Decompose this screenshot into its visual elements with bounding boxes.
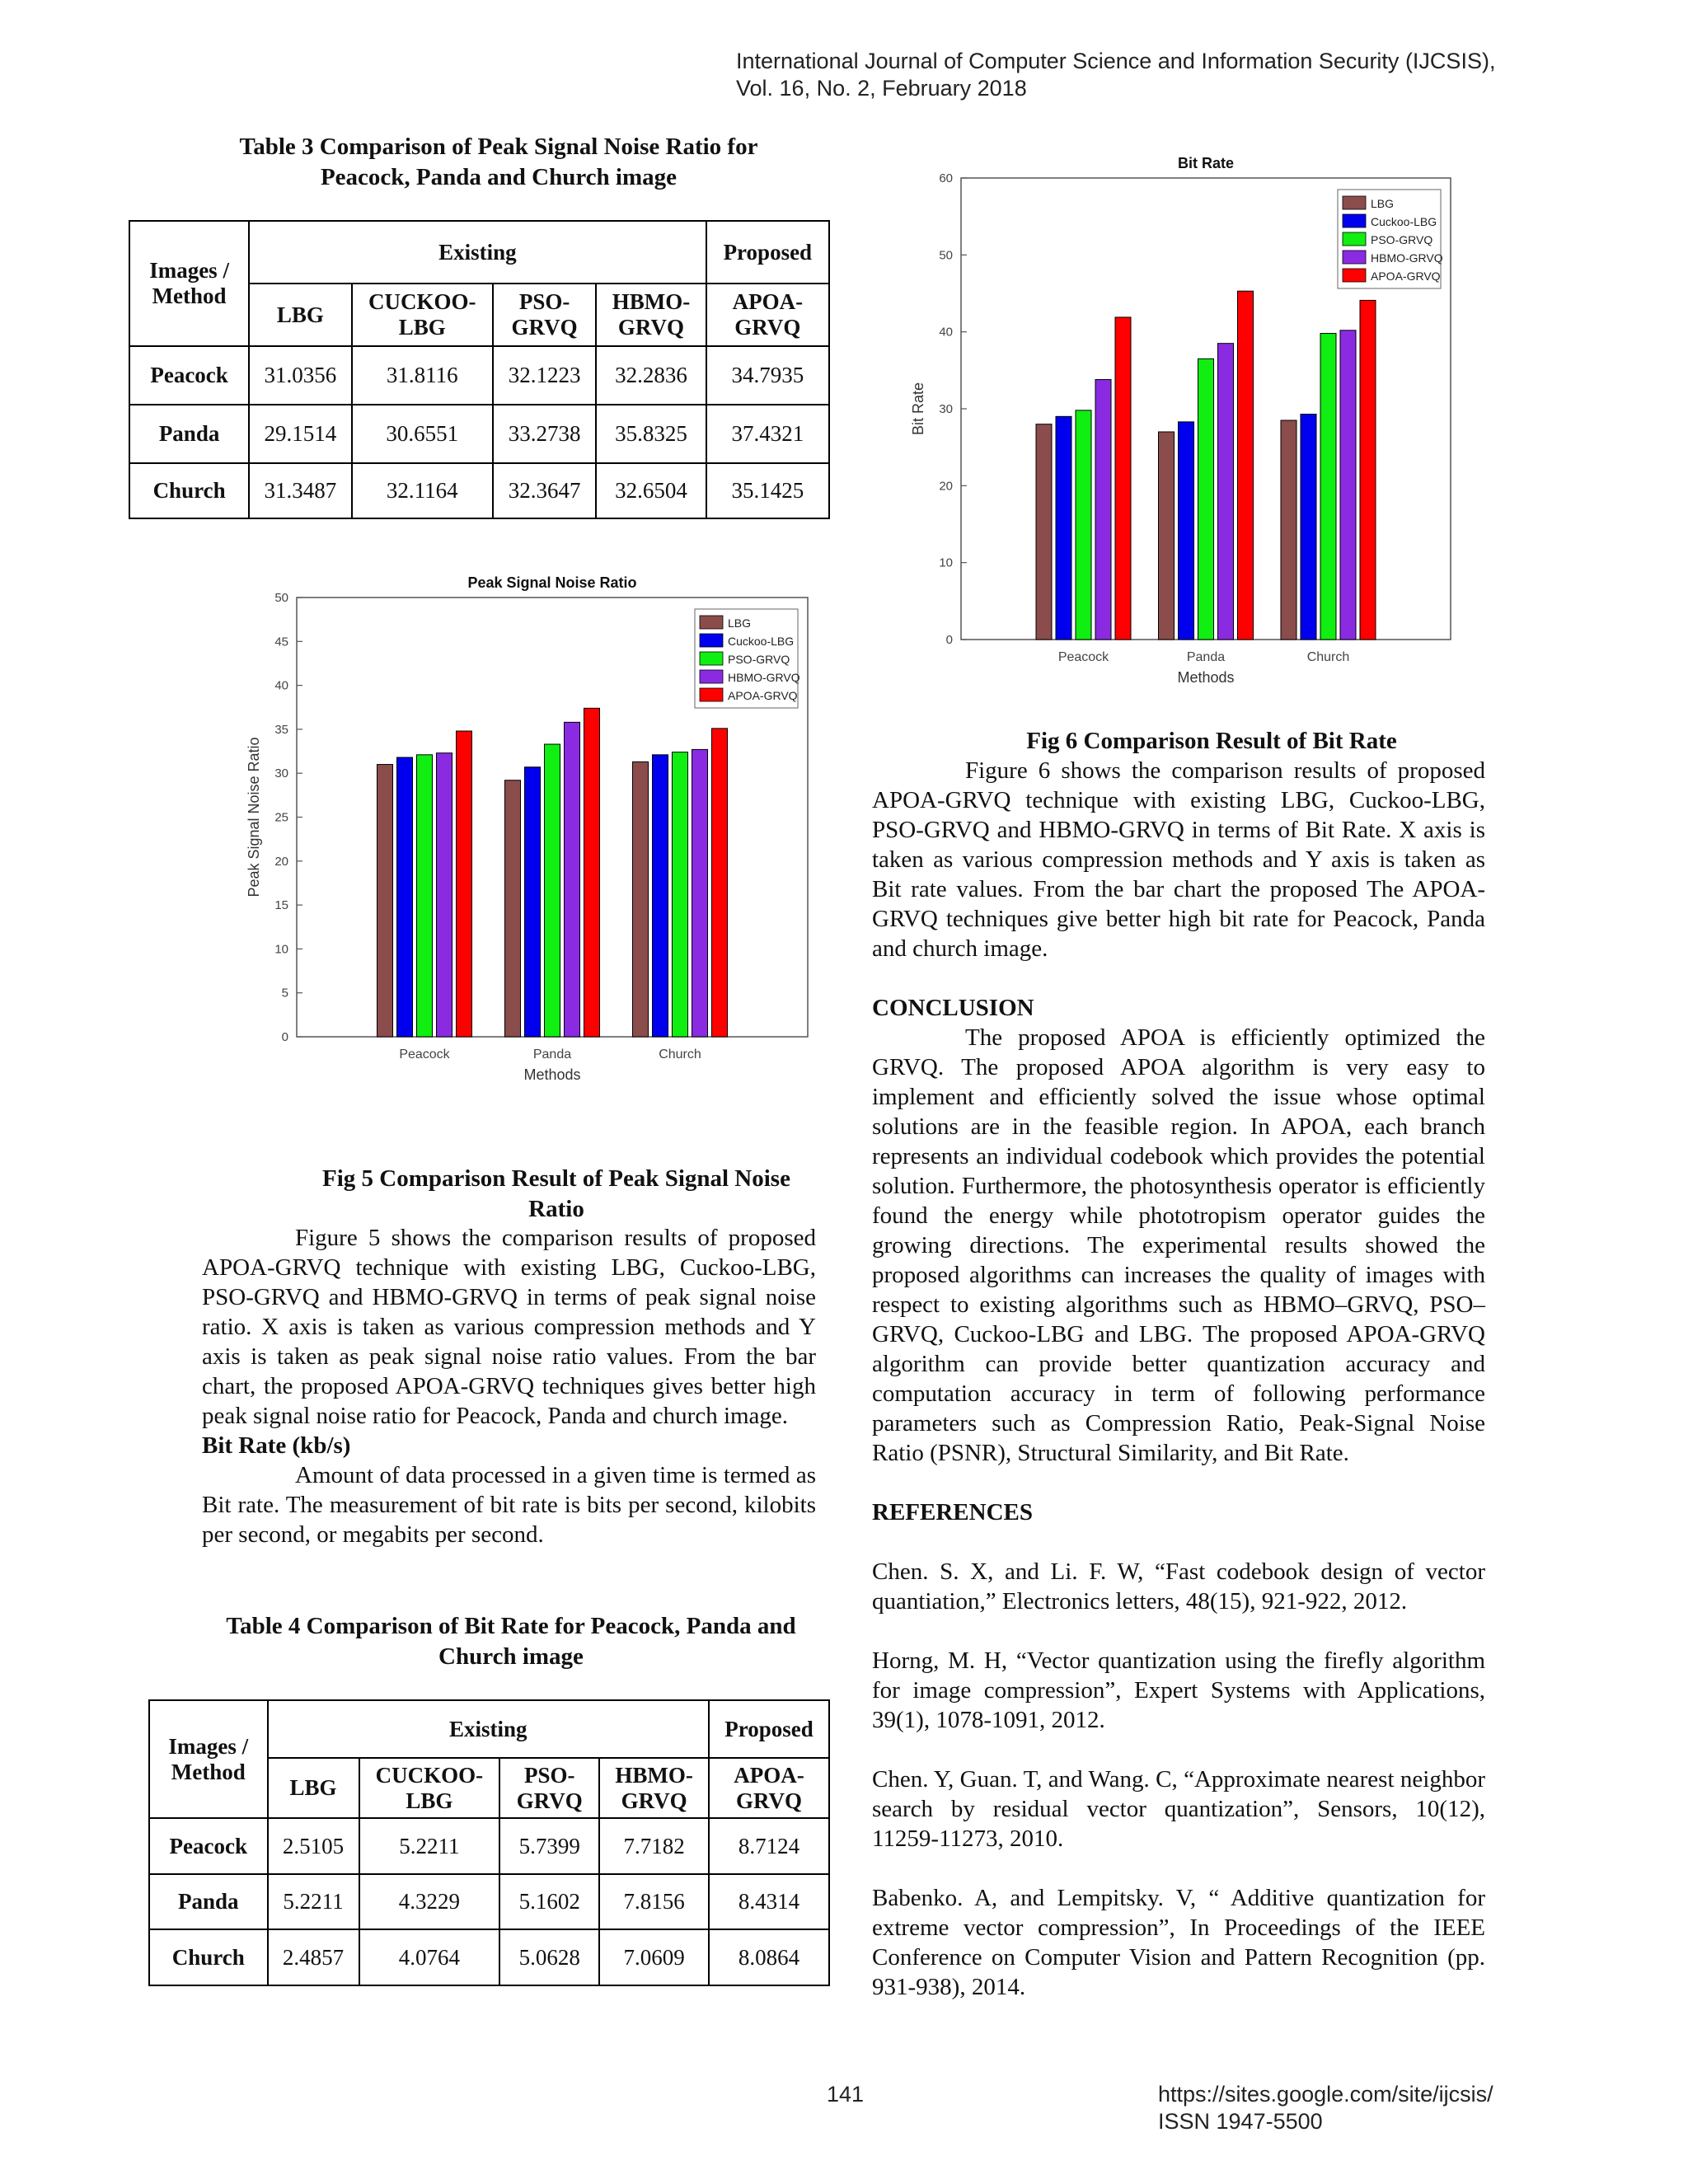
y-tick-label: 20	[939, 479, 953, 494]
fig5-paragraph: Figure 5 shows the comparison results of proposed APOA-GRVQ technique with existing LBG, Cuckoo-LBG, PSO-GRVQ and HBMO-GRVQ in terms of peak signal noise ratio. X axis is taken as various compression methods and Y axis is taken as peak signal noise ratio values. From the bar chart, the proposed APOA-GRVQ techniques gives better high peak signal noise ratio for Peacock, Panda and church image.	[202, 1225, 816, 1429]
right-column-body	[872, 756, 1485, 2002]
legend-label: HBMO-GRVQ	[728, 671, 800, 684]
bar	[1115, 317, 1131, 640]
conclusion-heading: CONCLUSION	[872, 995, 1034, 1021]
table3-col-header: HBMO-GRVQ	[596, 284, 706, 346]
bar	[545, 744, 560, 1037]
table-cell: 32.1164	[352, 463, 493, 518]
table3-group-existing: Existing	[249, 221, 706, 284]
table4-row-label: Church	[149, 1929, 268, 1985]
bitrate-bar-chart	[910, 147, 1492, 715]
table-cell: 30.6551	[352, 405, 493, 463]
legend-swatch	[700, 652, 723, 665]
bar	[457, 731, 472, 1037]
legend-label: Cuckoo-LBG	[1371, 215, 1437, 228]
bar	[1281, 420, 1296, 640]
table-cell: 8.7124	[709, 1818, 829, 1874]
table3-caption: Table 3 Comparison of Peak Signal Noise Ratio for Peacock, Panda and Church image	[239, 134, 758, 190]
reference-item: Babenko. A, and Lempitsky. V, “ Additive quantization for extreme vector compression”, In Proceedings of the IEEE Conference on Computer Vision and Pattern Recognition (pp. 931-938), 2014.	[872, 1885, 1485, 2000]
bar	[1198, 359, 1214, 640]
table-row	[149, 1929, 829, 1985]
table-row	[129, 405, 829, 463]
reference-item: Horng, M. H, “Vector quantization using the firefly algorithm for image compression”, Expert Systems with Applications, 39(1), 1078-1091, 2012.	[872, 1647, 1485, 1733]
y-tick-label: 25	[274, 810, 288, 825]
x-axis-label: Methods	[1177, 669, 1235, 686]
table3-col-header: PSO-GRVQ	[493, 284, 596, 346]
table-cell: 8.0864	[709, 1929, 829, 1985]
bar	[1218, 344, 1234, 640]
table-cell: 32.2836	[596, 346, 706, 405]
legend-label: APOA-GRVQ	[728, 689, 798, 702]
footer-url: https://sites.google.com/site/ijcsis/	[1158, 2082, 1493, 2107]
table4-row-label: Panda	[149, 1874, 268, 1929]
table4-col-header: LBG	[268, 1758, 359, 1818]
table4-col-header: CUCKOO-LBG	[359, 1758, 500, 1818]
table4-group-existing: Existing	[268, 1700, 709, 1758]
legend-label: LBG	[1371, 197, 1395, 210]
table-cell: 34.7935	[706, 346, 829, 405]
table-cell: 4.3229	[359, 1874, 500, 1929]
bar	[1036, 424, 1052, 640]
table-cell: 5.7399	[499, 1818, 599, 1874]
bar	[1095, 380, 1111, 640]
reference-item: Chen. Y, Guan. T, and Wang. C, “Approximate nearest neighbor search by residual vector quantization”, Sensors, 10(12), 11259-11273, 2010.	[872, 1766, 1485, 1852]
table-row	[129, 463, 829, 518]
legend-swatch	[1343, 251, 1366, 264]
table4-col-header: APOA-GRVQ	[709, 1758, 829, 1818]
y-tick-label: 30	[939, 402, 953, 416]
bar	[417, 755, 433, 1037]
table3-row-label: Peacock	[129, 346, 249, 405]
table-cell: 2.4857	[268, 1929, 359, 1985]
table-cell: 37.4321	[706, 405, 829, 463]
table-row	[149, 1818, 829, 1874]
y-axis-label: Peak Signal Noise Ratio	[246, 737, 262, 898]
table4-row-label: Peacock	[149, 1818, 268, 1874]
legend-label: Cuckoo-LBG	[728, 635, 795, 648]
references-heading: REFERENCES	[872, 1499, 1033, 1526]
y-axis-label: Bit Rate	[910, 382, 926, 436]
table-cell: 33.2738	[493, 405, 596, 463]
y-tick-label: 0	[281, 1030, 288, 1044]
y-tick-label: 30	[274, 766, 288, 781]
x-tick-label: Peacock	[1057, 650, 1109, 664]
page-number: 141	[827, 2082, 865, 2107]
table-cell: 31.8116	[352, 346, 493, 405]
x-tick-label: Peacock	[399, 1047, 450, 1062]
legend-label: APOA-GRVQ	[1371, 269, 1441, 283]
fig6-caption: Fig 6 Comparison Result of Bit Rate	[1026, 728, 1397, 754]
y-tick-label: 60	[939, 171, 953, 185]
y-tick-label: 40	[274, 678, 288, 693]
legend-swatch	[1343, 232, 1366, 246]
table4-group-proposed: Proposed	[709, 1700, 829, 1758]
table-cell: 32.1223	[493, 346, 596, 405]
bar	[712, 729, 728, 1037]
table3	[129, 220, 830, 519]
journal-header-line1: International Journal of Computer Science and Information Security (IJCSIS),	[736, 49, 1496, 73]
table4-corner: Images / Method	[149, 1700, 268, 1818]
x-tick-label: Church	[659, 1047, 701, 1062]
table3-col-header: LBG	[249, 284, 351, 346]
table3-corner: Images / Method	[129, 221, 249, 346]
y-tick-label: 50	[274, 591, 288, 605]
y-tick-label: 15	[274, 898, 288, 913]
legend-label: LBG	[728, 616, 752, 630]
table-cell: 5.2211	[359, 1818, 500, 1874]
bar	[1320, 334, 1336, 640]
table-cell: 31.0356	[249, 346, 351, 405]
table3-col-header: CUCKOO-LBG	[352, 284, 493, 346]
legend-swatch	[700, 688, 723, 701]
journal-header-line2: Vol. 16, No. 2, February 2018	[736, 76, 1027, 101]
y-tick-label: 10	[939, 555, 953, 570]
bar	[1179, 422, 1194, 640]
legend-swatch	[1343, 214, 1366, 227]
bar	[653, 755, 668, 1037]
y-tick-label: 20	[274, 854, 288, 869]
table4-caption: Table 4 Comparison of Bit Rate for Peacock, Panda and Church image	[226, 1613, 796, 1670]
legend-swatch	[700, 670, 723, 683]
table4	[148, 1699, 830, 1986]
y-tick-label: 45	[274, 635, 288, 649]
fig6-paragraph: Figure 6 shows the comparison results of proposed APOA-GRVQ technique with existing LBG, Cuckoo-LBG, PSO-GRVQ and HBMO-GRVQ in terms of Bit Rate. X axis is taken as various compression methods and Y axis is taken as Bit rate values. From the bar chart the proposed The APOA-GRVQ techniques give better high bit rate for Peacock, Panda and church image.	[872, 757, 1485, 962]
legend-swatch	[1343, 196, 1366, 209]
bitrate-paragraph: Amount of data processed in a given time is termed as Bit rate. The measurement of bit rate is bits per second, kilobits per second, or megabits per second.	[202, 1462, 816, 1548]
bar	[505, 780, 521, 1037]
table-row	[149, 1874, 829, 1929]
bar	[633, 762, 649, 1037]
bar	[437, 753, 452, 1037]
bar	[565, 722, 580, 1037]
table3-row-label: Church	[129, 463, 249, 518]
bar	[397, 757, 413, 1037]
chart-title: Peak Signal Noise Ratio	[467, 574, 637, 591]
legend-swatch	[700, 634, 723, 647]
table-cell: 35.8325	[596, 405, 706, 463]
table-cell: 7.0609	[599, 1929, 709, 1985]
journal-header	[736, 48, 1495, 102]
psnr-bar-chart	[247, 560, 824, 1121]
conclusion-paragraph: The proposed APOA is efficiently optimized the GRVQ. The proposed APOA algorithm is very easy to implement and efficiently solved the issue whose optimal solutions are in the feasible region. In APOA, each branch represents an individual codebook which provides the potential solution. Furthermore, the photosynthesis operator is efficiently found the energy while phototropism operator guides the growing directions. The experimental results showed the proposed algorithms can increases the quality of images with respect to existing algorithms such as HBMO–GRVQ, PSO–GRVQ, Cuckoo-LBG and LBG. The proposed APOA-GRVQ algorithm can provide better quantization accuracy and computation accuracy in term of following performance parameters such as Compression Ratio, Peak-Signal Noise Ratio (PSNR), Structural Similarity, and Bit Rate.	[872, 1024, 1485, 1466]
footer-issn: ISSN 1947-5500	[1158, 2109, 1323, 2134]
left-column-body	[202, 1223, 816, 1549]
bar	[1076, 410, 1091, 640]
bitrate-heading: Bit Rate (kb/s)	[202, 1432, 351, 1459]
bar	[1056, 416, 1071, 640]
reference-item: Chen. S. X, and Li. F. W, “Fast codebook design of vector quantiation,” Electronics letters, 48(15), 921-922, 2012.	[872, 1558, 1485, 1615]
y-tick-label: 35	[274, 722, 288, 737]
bar	[673, 752, 688, 1037]
y-tick-label: 10	[274, 942, 288, 957]
bar	[692, 749, 708, 1037]
bar	[584, 708, 600, 1037]
bar	[525, 767, 541, 1037]
bar	[1340, 330, 1356, 640]
table-cell: 32.3647	[493, 463, 596, 518]
legend-label: PSO-GRVQ	[728, 653, 790, 666]
table-cell: 5.0628	[499, 1929, 599, 1985]
x-tick-label: Church	[1306, 650, 1350, 664]
y-tick-label: 5	[281, 986, 288, 1001]
table3-group-proposed: Proposed	[706, 221, 829, 284]
table4-col-header: HBMO-GRVQ	[599, 1758, 709, 1818]
bar	[1159, 432, 1175, 640]
legend-swatch	[1343, 269, 1366, 282]
table-cell: 5.1602	[499, 1874, 599, 1929]
table-cell: 8.4314	[709, 1874, 829, 1929]
bar	[1238, 291, 1254, 640]
table-cell: 29.1514	[249, 405, 351, 463]
x-tick-label: Panda	[532, 1047, 572, 1062]
y-tick-label: 0	[945, 633, 953, 647]
fig5-caption: Fig 5 Comparison Result of Peak Signal Noise Ratio	[322, 1165, 790, 1222]
table4-col-header: PSO-GRVQ	[499, 1758, 599, 1818]
table-cell: 2.5105	[268, 1818, 359, 1874]
table-cell: 35.1425	[706, 463, 829, 518]
footer-info	[1158, 2081, 1493, 2135]
table3-col-header: APOA-GRVQ	[706, 284, 829, 346]
legend-swatch	[700, 616, 723, 629]
bar	[1360, 300, 1376, 640]
table-cell: 7.8156	[599, 1874, 709, 1929]
table-cell: 32.6504	[596, 463, 706, 518]
chart-title: Bit Rate	[1177, 155, 1235, 171]
table-cell: 31.3487	[249, 463, 351, 518]
table-cell: 4.0764	[359, 1929, 500, 1985]
bar	[1301, 415, 1316, 640]
y-tick-label: 50	[939, 248, 953, 263]
table3-row-label: Panda	[129, 405, 249, 463]
table-cell: 5.2211	[268, 1874, 359, 1929]
legend-label: PSO-GRVQ	[1371, 233, 1433, 246]
table-row	[129, 346, 829, 405]
bar	[377, 765, 393, 1037]
legend-label: HBMO-GRVQ	[1371, 251, 1443, 265]
x-tick-label: Panda	[1186, 650, 1226, 664]
x-axis-label: Methods	[523, 1066, 581, 1083]
y-tick-label: 40	[939, 325, 953, 340]
table-cell: 7.7182	[599, 1818, 709, 1874]
